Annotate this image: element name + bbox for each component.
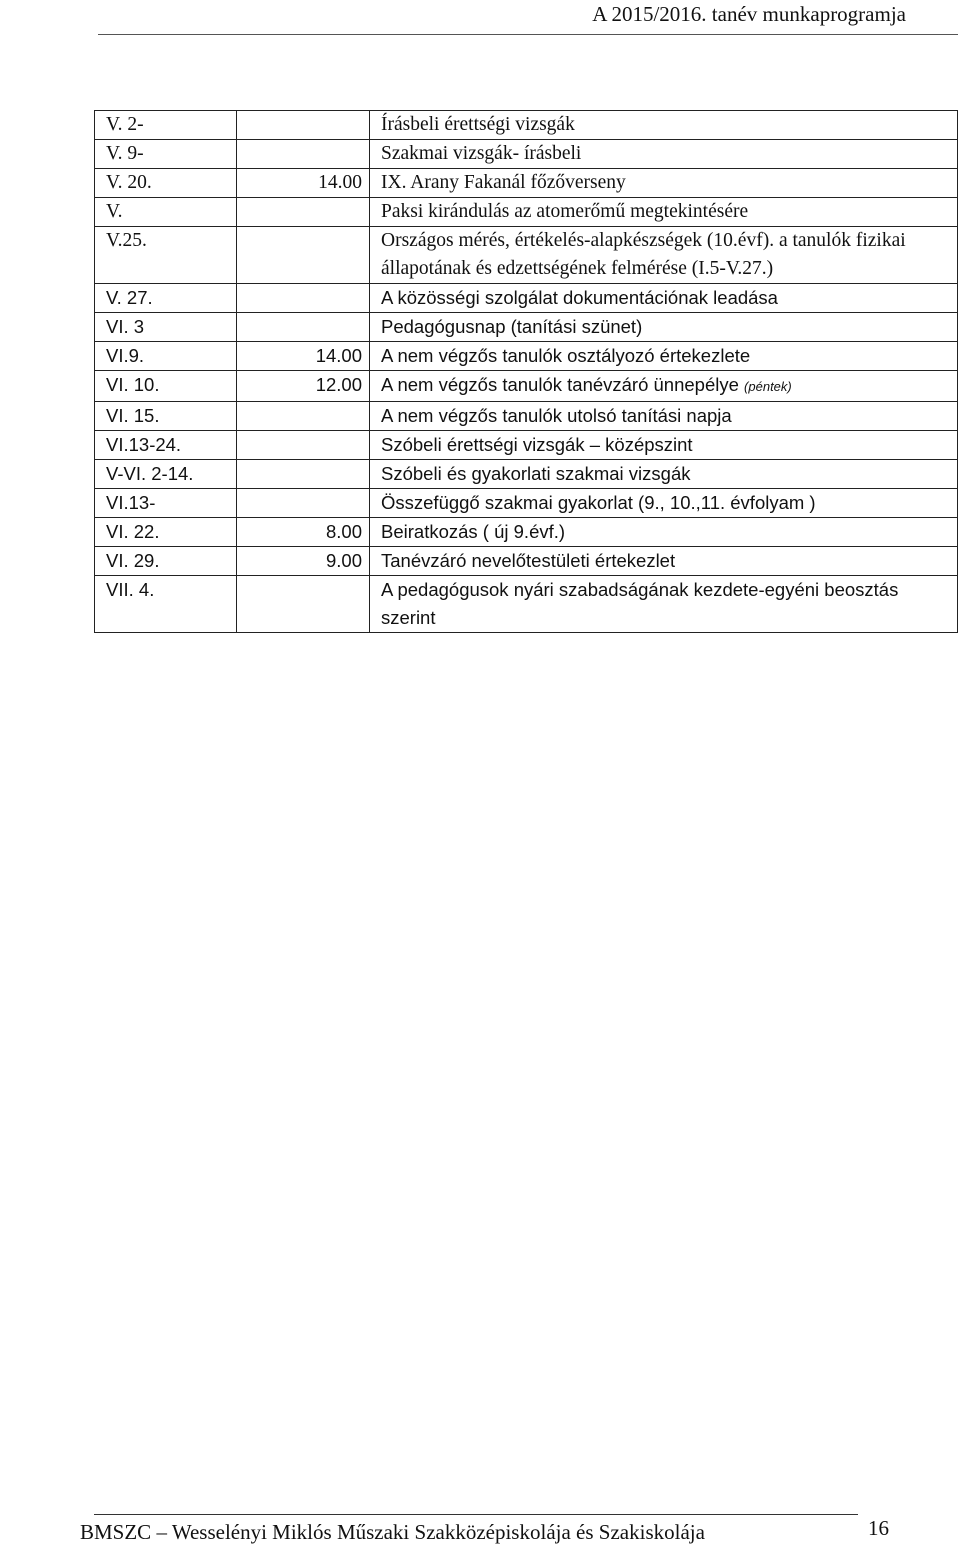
table-row (95, 460, 958, 489)
row-date: VI.9. (95, 342, 237, 371)
row-date: VI. 10. (95, 371, 237, 402)
row-date: VI.13-24. (95, 431, 237, 460)
row-time: 12.00 (237, 371, 370, 402)
row-event (370, 371, 958, 402)
row-event-text: Tanévzáró nevelőtestületi értekezlet (381, 550, 676, 571)
row-time: 14.00 (237, 169, 370, 198)
table-row (95, 371, 958, 402)
row-time (237, 284, 370, 313)
table-row (95, 313, 958, 342)
row-event-text: Szakmai vizsgák- írásbeli (381, 143, 582, 164)
row-event (370, 284, 958, 313)
row-event-text: Paksi kirándulás az atomerőmű megtekintésére (381, 201, 749, 222)
row-event-text: A nem végzős tanulók utolsó tanítási napja (381, 405, 732, 426)
row-event-text: Szóbeli és gyakorlati szakmai vizsgák (381, 463, 691, 484)
row-date: V. 2- (95, 111, 237, 140)
row-date: V-VI. 2-14. (95, 460, 237, 489)
row-date: V. 20. (95, 169, 237, 198)
row-time (237, 140, 370, 169)
row-date: VII. 4. (95, 576, 237, 633)
row-event (370, 313, 958, 342)
table-row (95, 111, 958, 140)
row-event-text: Írásbeli érettségi vizsgák (381, 114, 575, 135)
row-event (370, 576, 958, 633)
schedule-body (95, 111, 958, 633)
row-date: VI. 15. (95, 402, 237, 431)
row-event (370, 342, 958, 371)
row-time (237, 489, 370, 518)
page-number: 16 (868, 1516, 889, 1540)
row-event-text: IX. Arany Fakanál főzőverseny (381, 172, 626, 193)
page-header: A 2015/2016. tanév munkaprogramja (592, 2, 906, 26)
table-row (95, 342, 958, 371)
header-divider (98, 34, 958, 35)
row-time (237, 402, 370, 431)
row-event-text: A közösségi szolgálat dokumentációnak leadása (381, 287, 778, 308)
row-time: 8.00 (237, 518, 370, 547)
row-event (370, 547, 958, 576)
row-event (370, 518, 958, 547)
row-time (237, 431, 370, 460)
footer-divider (94, 1514, 858, 1515)
row-event-text: Szóbeli érettségi vizsgák – középszint (381, 434, 693, 455)
row-event (370, 460, 958, 489)
row-event (370, 227, 958, 284)
row-time (237, 198, 370, 227)
row-event-text: Országos mérés, értékelés-alapkészségek (10.évf). a tanulók fizikai állapotának és edzettségének felmérése (I.5-V.27.) (381, 230, 906, 279)
table-row (95, 284, 958, 313)
schedule-table (94, 110, 958, 633)
row-time: 14.00 (237, 342, 370, 371)
row-time (237, 460, 370, 489)
table-row (95, 576, 958, 633)
row-event-text: Beiratkozás ( új 9.évf.) (381, 521, 566, 542)
table-row (95, 489, 958, 518)
row-date: VI. 29. (95, 547, 237, 576)
row-time (237, 111, 370, 140)
row-time (237, 576, 370, 633)
row-date: V. 9- (95, 140, 237, 169)
row-event-text: A pedagógusok nyári szabadságának kezdete-egyéni beosztás szerint (381, 579, 899, 628)
table-row (95, 140, 958, 169)
row-event (370, 489, 958, 518)
row-event (370, 111, 958, 140)
row-date: VI. 3 (95, 313, 237, 342)
row-time: 9.00 (237, 547, 370, 576)
row-event-text: A nem végzős tanulók osztályozó értekezlete (381, 345, 751, 366)
row-event (370, 140, 958, 169)
row-time (237, 227, 370, 284)
row-event (370, 402, 958, 431)
row-date: VI.13- (95, 489, 237, 518)
table-row (95, 227, 958, 284)
table-row (95, 547, 958, 576)
row-event-note: (péntek) (744, 379, 792, 394)
table-row (95, 198, 958, 227)
footer-school-name: BMSZC – Wesselényi Miklós Műszaki Szakközépiskolája és Szakiskolája (80, 1520, 705, 1544)
table-row (95, 518, 958, 547)
table-row (95, 402, 958, 431)
row-date: V.25. (95, 227, 237, 284)
table-row (95, 431, 958, 460)
row-date: V. (95, 198, 237, 227)
row-event (370, 169, 958, 198)
row-event-text: A nem végzős tanulók tanévzáró ünnepélye (381, 374, 739, 395)
table-row (95, 169, 958, 198)
row-event (370, 431, 958, 460)
row-time (237, 313, 370, 342)
row-date: VI. 22. (95, 518, 237, 547)
row-event (370, 198, 958, 227)
row-event-text: Pedagógusnap (tanítási szünet) (381, 316, 643, 337)
row-event-text: Összefüggő szakmai gyakorlat (9., 10.,11. évfolyam ) (381, 492, 816, 513)
row-date: V. 27. (95, 284, 237, 313)
